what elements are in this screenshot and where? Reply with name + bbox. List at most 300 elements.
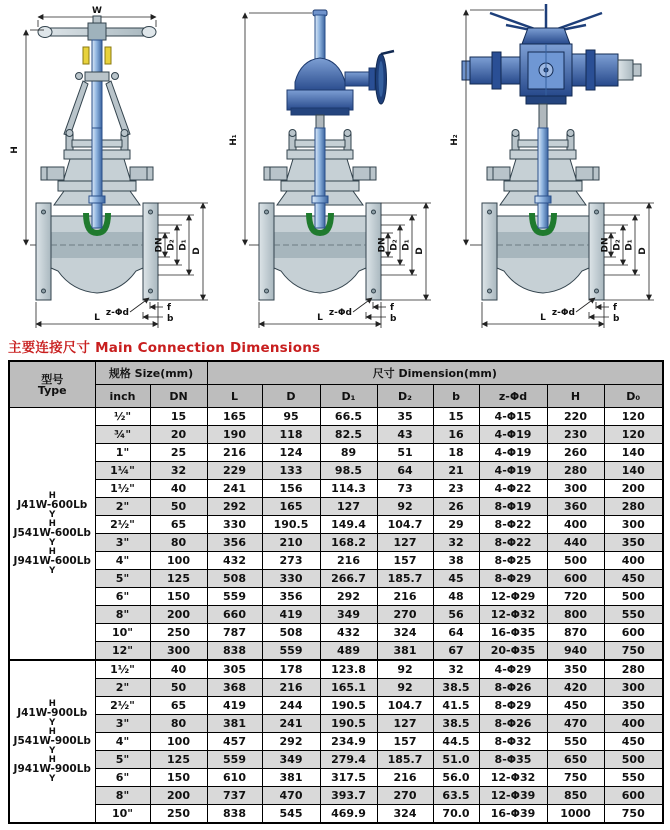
dimension-cell: 750: [604, 805, 663, 824]
dimension-cell: 500: [604, 751, 663, 769]
dimension-cell: 92: [377, 679, 433, 697]
dim-label-d1: D₁: [178, 239, 189, 251]
dimension-cell: 216: [262, 679, 320, 697]
dimension-cell: 1½": [95, 480, 150, 498]
dimension-cell: 1½": [95, 660, 150, 679]
dimension-cell: 1000: [547, 805, 604, 824]
dimension-cell: 8-Φ32: [479, 733, 547, 751]
dimension-cell: 15: [150, 408, 207, 426]
dimension-cell: 469.9: [320, 805, 377, 824]
dimension-cell: 2½": [95, 516, 150, 534]
dimension-cell: 15: [433, 408, 479, 426]
dimension-cell: 92: [377, 660, 433, 679]
dimension-cell: 800: [547, 606, 604, 624]
dimension-cell: 838: [207, 642, 262, 661]
valve-diagrams: [0, 0, 670, 333]
dimension-cell: 150: [150, 588, 207, 606]
dimension-cell: 559: [207, 751, 262, 769]
dimension-cell: 5": [95, 751, 150, 769]
dim-label-h2: H₂: [450, 134, 460, 146]
dimension-cell: 210: [262, 534, 320, 552]
dimension-cell: 350: [604, 697, 663, 715]
dimension-cell: 8-Φ26: [479, 715, 547, 733]
dimension-cell: 118: [262, 426, 320, 444]
dimension-cell: 190.5: [320, 697, 377, 715]
dimension-cell: 6": [95, 769, 150, 787]
dimension-cell: 12-Φ39: [479, 787, 547, 805]
dim-label-d: D: [415, 247, 425, 255]
dimension-cell: 100: [150, 552, 207, 570]
dimension-cell: 80: [150, 534, 207, 552]
dimension-cell: 250: [150, 805, 207, 824]
table-row: [9, 697, 663, 715]
dimension-cell: 50: [150, 498, 207, 516]
dimension-cell: 300: [547, 480, 604, 498]
dimension-cell: 65: [150, 697, 207, 715]
table-row: [9, 534, 663, 552]
dimension-cell: 12-Φ29: [479, 588, 547, 606]
dimension-cell: 120: [604, 408, 663, 426]
dimension-cell: 89: [320, 444, 377, 462]
table-row: [9, 769, 663, 787]
dimension-cell: 787: [207, 624, 262, 642]
dim-label-zd: z-Φd: [551, 308, 575, 318]
dimension-cell: 450: [547, 697, 604, 715]
dimension-cell: 40: [150, 660, 207, 679]
dimension-cell: 550: [604, 769, 663, 787]
dimension-cell: 168.2: [320, 534, 377, 552]
dimension-cell: 10": [95, 805, 150, 824]
dimension-cell: 270: [377, 606, 433, 624]
dimension-cell: 18: [433, 444, 479, 462]
dimension-cell: 470: [547, 715, 604, 733]
table-row: [9, 642, 663, 661]
dimension-cell: 244: [262, 697, 320, 715]
dimension-cell: 508: [207, 570, 262, 588]
dimension-cell: 127: [377, 534, 433, 552]
dimension-cell: 280: [604, 498, 663, 516]
dimension-cell: 21: [433, 462, 479, 480]
dimension-cell: 720: [547, 588, 604, 606]
dimension-cell: 156: [262, 480, 320, 498]
dimension-cell: 5": [95, 570, 150, 588]
table-row: [9, 426, 663, 444]
dim-label-l: L: [317, 313, 323, 323]
dimension-cell: 165: [262, 498, 320, 516]
dimension-cell: 64: [433, 624, 479, 642]
dim-label-d2: D₂: [166, 239, 177, 251]
dimension-cell: 29: [433, 516, 479, 534]
dim-label-d1: D₁: [624, 239, 635, 251]
dimension-cell: 870: [547, 624, 604, 642]
dimension-cell: 190.5: [262, 516, 320, 534]
dimension-cell: 600: [547, 570, 604, 588]
dimension-cell: 4-Φ29: [479, 660, 547, 679]
dimension-cell: 381: [377, 642, 433, 661]
dimension-cell: 20-Φ35: [479, 642, 547, 661]
dimension-cell: 300: [604, 679, 663, 697]
dimension-cell: 8": [95, 787, 150, 805]
dimension-cell: 292: [320, 588, 377, 606]
dimension-cell: 23: [433, 480, 479, 498]
stem-and-yoke: [64, 40, 130, 136]
dimension-cell: 368: [207, 679, 262, 697]
dimension-cell: 25: [150, 444, 207, 462]
dimension-cell: 1": [95, 444, 150, 462]
dimension-cell: 2": [95, 679, 150, 697]
table-row: [9, 498, 663, 516]
dimension-cell: 216: [377, 588, 433, 606]
dimension-cell: 4-Φ22: [479, 480, 547, 498]
dimension-cell: 127: [320, 498, 377, 516]
dimension-cell: 38: [433, 552, 479, 570]
table-row: [9, 480, 663, 498]
dimension-cell: 350: [604, 534, 663, 552]
dim-label-h: H: [10, 146, 20, 154]
dimension-cell: 545: [262, 805, 320, 824]
gear-valve-diagram: [223, 0, 446, 333]
dimension-cell: 270: [377, 787, 433, 805]
col-header-size-group: 规格 Size(mm): [95, 361, 207, 385]
dimension-cell: 559: [207, 588, 262, 606]
dimension-cell: 450: [604, 733, 663, 751]
dimension-cell: 38.5: [433, 679, 479, 697]
dimension-cell: 216: [320, 552, 377, 570]
dimension-cell: 12-Φ32: [479, 769, 547, 787]
dimension-table: [8, 360, 664, 824]
dimension-cell: 140: [604, 462, 663, 480]
dimension-cell: 16-Φ39: [479, 805, 547, 824]
dimension-cell: 45: [433, 570, 479, 588]
dimension-cell: 4-Φ19: [479, 462, 547, 480]
col-header: D₁: [320, 385, 377, 408]
dimension-cell: 4-Φ19: [479, 426, 547, 444]
dimension-cell: 123.8: [320, 660, 377, 679]
dim-label-b: b: [613, 314, 620, 324]
motor-valve-diagram: [446, 0, 670, 333]
dimension-cell: 349: [320, 606, 377, 624]
col-header: D₀: [604, 385, 663, 408]
dimension-cell: 266.7: [320, 570, 377, 588]
dimension-cell: 92: [377, 498, 433, 516]
dimension-cell: 216: [207, 444, 262, 462]
dimension-cell: 260: [547, 444, 604, 462]
dimension-cell: 381: [262, 769, 320, 787]
dim-label-dn: DN: [600, 237, 611, 253]
dimension-cell: 20: [150, 426, 207, 444]
dimension-cell: 940: [547, 642, 604, 661]
table-row: [9, 660, 663, 679]
dimension-cell: 38.5: [433, 715, 479, 733]
dim-label-b: b: [390, 314, 397, 324]
dim-label-zd: z-Φd: [328, 308, 352, 318]
dimension-cell: 6": [95, 588, 150, 606]
dimension-cell: 381: [207, 715, 262, 733]
dim-label-b: b: [167, 314, 174, 324]
table-row: [9, 787, 663, 805]
dimension-cell: 470: [262, 787, 320, 805]
dimension-cell: 230: [547, 426, 604, 444]
dim-label-d2: D₂: [612, 239, 623, 251]
dimension-cell: 98.5: [320, 462, 377, 480]
dimension-cell: 4-Φ19: [479, 444, 547, 462]
dimension-cell: 8-Φ19: [479, 498, 547, 516]
dimension-cell: ½": [95, 408, 150, 426]
dim-label-h1: H₁: [229, 134, 239, 146]
dimension-cell: 149.4: [320, 516, 377, 534]
table-row: [9, 679, 663, 697]
dimension-cell: 356: [207, 534, 262, 552]
dimension-cell: 360: [547, 498, 604, 516]
dimension-cell: 660: [207, 606, 262, 624]
dimension-cell: 1¼": [95, 462, 150, 480]
dimension-cell: 32: [433, 660, 479, 679]
table-row: [9, 733, 663, 751]
valve-body: [36, 128, 208, 328]
dimension-cell: 440: [547, 534, 604, 552]
dimension-cell: 216: [377, 769, 433, 787]
dim-label-l: L: [94, 313, 100, 323]
dimension-cell: 124: [262, 444, 320, 462]
dimension-cell: 400: [547, 516, 604, 534]
dimension-cell: 737: [207, 787, 262, 805]
col-header: H: [547, 385, 604, 408]
h1-dimension-line: [245, 13, 312, 245]
dimension-cell: 450: [604, 570, 663, 588]
dimension-cell: 178: [262, 660, 320, 679]
dim-label-f: f: [390, 303, 394, 313]
dimension-cell: 120: [604, 426, 663, 444]
dimension-cell: 35: [377, 408, 433, 426]
dimension-cell: 185.7: [377, 570, 433, 588]
dimension-cell: 419: [262, 606, 320, 624]
dim-label-f: f: [167, 303, 171, 313]
table-row: [9, 606, 663, 624]
table-row: [9, 715, 663, 733]
dimension-cell: 400: [604, 552, 663, 570]
electric-actuator-icon: [462, 4, 641, 131]
dimension-cell: 324: [377, 805, 433, 824]
dim-label-d: D: [638, 247, 648, 255]
col-header: L: [207, 385, 262, 408]
col-header-dimension-group: 尺寸 Dimension(mm): [207, 361, 663, 385]
dimension-cell: 8-Φ29: [479, 570, 547, 588]
dimension-cell: 150: [150, 769, 207, 787]
col-header: DN: [150, 385, 207, 408]
dimension-cell: 67: [433, 642, 479, 661]
dimension-cell: 292: [262, 733, 320, 751]
dimension-cell: 432: [320, 624, 377, 642]
dimension-cell: 273: [262, 552, 320, 570]
valve-body: [482, 128, 654, 328]
dimension-cell: 220: [547, 408, 604, 426]
dimension-cell: 4": [95, 733, 150, 751]
dimension-cell: 250: [150, 624, 207, 642]
dimension-cell: 16: [433, 426, 479, 444]
dimension-table-body: [9, 408, 663, 824]
dimension-cell: 200: [150, 787, 207, 805]
dimension-cell: 8": [95, 606, 150, 624]
handwheel-icon: [38, 16, 156, 40]
dimension-cell: 133: [262, 462, 320, 480]
dimension-cell: 241: [207, 480, 262, 498]
dimension-cell: 50: [150, 679, 207, 697]
dimension-cell: 559: [262, 642, 320, 661]
dimension-cell: 56.0: [433, 769, 479, 787]
dimension-cell: 600: [604, 624, 663, 642]
dimension-cell: 2½": [95, 697, 150, 715]
dimension-cell: 63.5: [433, 787, 479, 805]
table-row: [9, 588, 663, 606]
dimension-cell: 125: [150, 751, 207, 769]
dimension-cell: 838: [207, 805, 262, 824]
dimension-cell: 280: [547, 462, 604, 480]
dimension-cell: 8-Φ29: [479, 697, 547, 715]
dimension-cell: 8-Φ22: [479, 534, 547, 552]
dimension-cell: 140: [604, 444, 663, 462]
dimension-cell: 165: [207, 408, 262, 426]
dimension-cell: 66.5: [320, 408, 377, 426]
dimension-cell: 165.1: [320, 679, 377, 697]
dimension-cell: 51: [377, 444, 433, 462]
dimension-cell: 356: [262, 588, 320, 606]
dimension-cell: 185.7: [377, 751, 433, 769]
col-header: b: [433, 385, 479, 408]
dimension-cell: 26: [433, 498, 479, 516]
dimension-cell: 125: [150, 570, 207, 588]
table-row: [9, 624, 663, 642]
type-cell: H J41W-600Lb Y H J541W-600Lb Y H J941W-600Lb Y: [9, 408, 95, 661]
dimension-cell: 419: [207, 697, 262, 715]
dimension-cell: 457: [207, 733, 262, 751]
dim-label-dn: DN: [154, 237, 165, 253]
table-header: [9, 361, 663, 408]
table-row: [9, 552, 663, 570]
dimension-cell: 4": [95, 552, 150, 570]
dimension-cell: 500: [547, 552, 604, 570]
dimension-cell: 393.7: [320, 787, 377, 805]
dimension-cell: 80: [150, 715, 207, 733]
type-cell: H J41W-900Lb Y H J541W-900Lb Y H J941W-900Lb Y: [9, 660, 95, 823]
dim-label-zd: z-Φd: [105, 308, 129, 318]
dimension-cell: 300: [604, 516, 663, 534]
table-row: [9, 516, 663, 534]
table-row: [9, 462, 663, 480]
col-header: D: [262, 385, 320, 408]
dimension-cell: 95: [262, 408, 320, 426]
dimension-cell: 70.0: [433, 805, 479, 824]
table-row: [9, 751, 663, 769]
dimension-cell: 12-Φ32: [479, 606, 547, 624]
dimension-cell: 400: [604, 715, 663, 733]
dimension-cell: 41.5: [433, 697, 479, 715]
dimension-cell: 600: [604, 787, 663, 805]
dimension-cell: 3": [95, 534, 150, 552]
dimension-cell: 51.0: [433, 751, 479, 769]
dimension-cell: 8-Φ25: [479, 552, 547, 570]
dimension-cell: 8-Φ26: [479, 679, 547, 697]
dimension-cell: 104.7: [377, 697, 433, 715]
dimension-cell: 8-Φ35: [479, 751, 547, 769]
dimension-cell: 190.5: [320, 715, 377, 733]
dimension-cell: 330: [262, 570, 320, 588]
dim-label-d: D: [192, 247, 202, 255]
table-row: [9, 444, 663, 462]
valve-body: [259, 128, 431, 328]
section-title: 主要连接尺寸 Main Connection Dimensions: [8, 340, 321, 356]
dimension-cell: 48: [433, 588, 479, 606]
dim-label-f: f: [613, 303, 617, 313]
dimension-cell: 82.5: [320, 426, 377, 444]
dimension-cell: 65: [150, 516, 207, 534]
dimension-cell: 16-Φ35: [479, 624, 547, 642]
gearbox-icon: [287, 10, 394, 131]
dimension-cell: ¾": [95, 426, 150, 444]
dimension-cell: 279.4: [320, 751, 377, 769]
dimension-cell: 300: [150, 642, 207, 661]
dimension-cell: 56: [433, 606, 479, 624]
col-header: D₂: [377, 385, 433, 408]
dimension-cell: 4-Φ15: [479, 408, 547, 426]
dimension-cell: 190: [207, 426, 262, 444]
dimension-cell: 157: [377, 552, 433, 570]
dimension-cell: 550: [604, 606, 663, 624]
dimension-cell: 10": [95, 624, 150, 642]
dimension-cell: 2": [95, 498, 150, 516]
col-header: inch: [95, 385, 150, 408]
dim-label-w: W: [92, 6, 102, 16]
dimension-cell: 489: [320, 642, 377, 661]
dimension-cell: 550: [547, 733, 604, 751]
dim-label-l: L: [540, 313, 546, 323]
dimension-cell: 280: [604, 660, 663, 679]
dimension-cell: 40: [150, 480, 207, 498]
dimension-cell: 850: [547, 787, 604, 805]
dimension-cell: 330: [207, 516, 262, 534]
dimension-cell: 317.5: [320, 769, 377, 787]
dimension-cell: 229: [207, 462, 262, 480]
table-row: [9, 570, 663, 588]
dimension-cell: 610: [207, 769, 262, 787]
dimension-cell: 44.5: [433, 733, 479, 751]
dimension-cell: 349: [262, 751, 320, 769]
dimension-cell: 157: [377, 733, 433, 751]
dimension-cell: 100: [150, 733, 207, 751]
dimension-cell: 350: [547, 660, 604, 679]
dimension-cell: 114.3: [320, 480, 377, 498]
dim-label-d1: D₁: [401, 239, 412, 251]
dimension-cell: 650: [547, 751, 604, 769]
dimension-cell: 12": [95, 642, 150, 661]
dimension-cell: 432: [207, 552, 262, 570]
dimension-cell: 8-Φ22: [479, 516, 547, 534]
dimension-cell: 508: [262, 624, 320, 642]
dimension-cell: 324: [377, 624, 433, 642]
dimension-cell: 200: [150, 606, 207, 624]
dimension-cell: 200: [604, 480, 663, 498]
dimension-cell: 127: [377, 715, 433, 733]
dimension-cell: 750: [604, 642, 663, 661]
dim-label-dn: DN: [377, 237, 388, 253]
dimension-cell: 32: [150, 462, 207, 480]
dim-label-d2: D₂: [389, 239, 400, 251]
dimension-cell: 234.9: [320, 733, 377, 751]
dimension-cell: 3": [95, 715, 150, 733]
dimension-cell: 43: [377, 426, 433, 444]
dimension-cell: 32: [433, 534, 479, 552]
table-row: [9, 805, 663, 824]
dimension-cell: 64: [377, 462, 433, 480]
